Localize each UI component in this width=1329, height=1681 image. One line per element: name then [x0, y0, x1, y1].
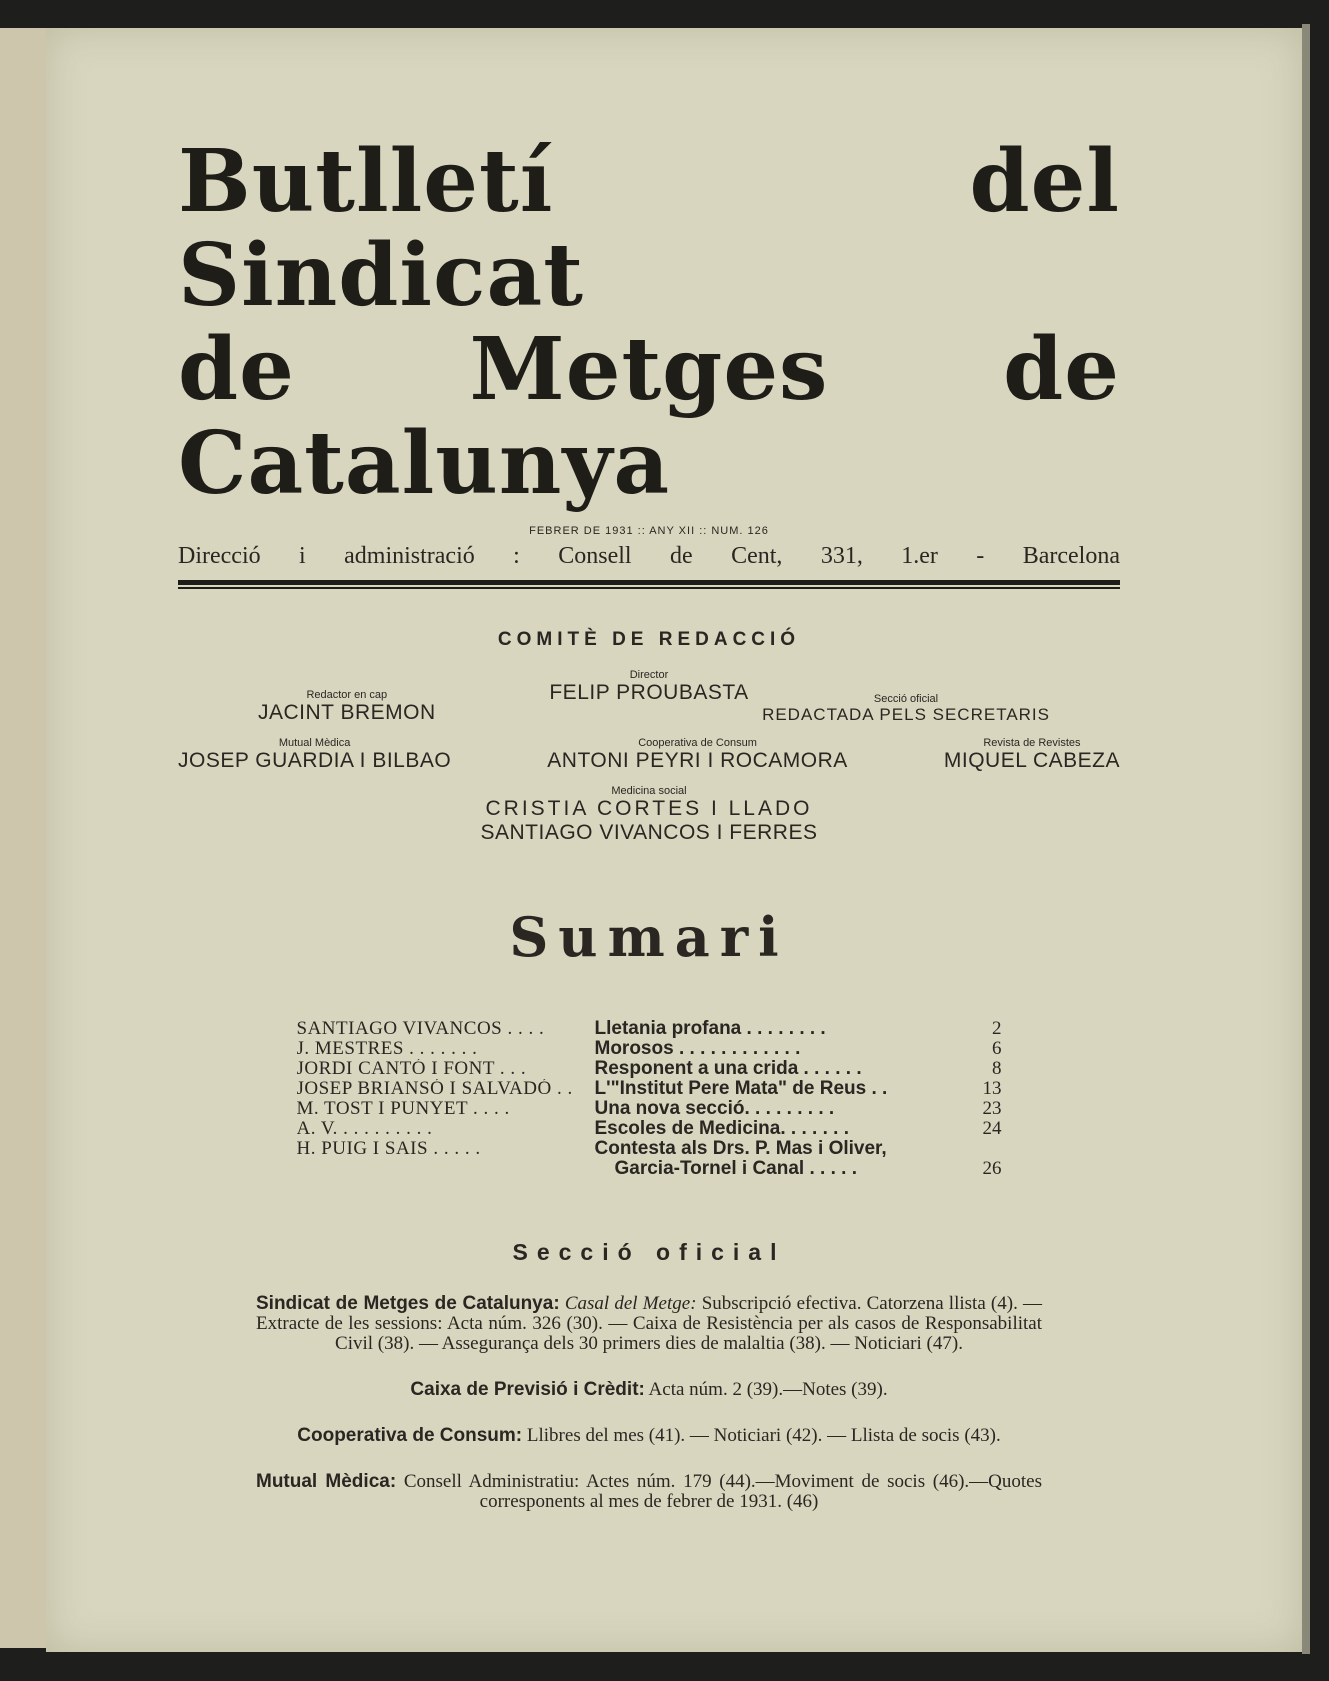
cooperativa-label: Cooperativa de Consum: — [297, 1425, 523, 1446]
toc-author: H. PUIG I SAIS . . . . . — [296, 1139, 481, 1159]
masthead-rule-thin — [178, 587, 1120, 589]
table-of-contents — [297, 1019, 1002, 1179]
masthead-rule — [178, 580, 1120, 585]
toc-row — [297, 1139, 1002, 1159]
coop-role: Cooperativa de Consum — [638, 737, 757, 749]
revista-block — [944, 737, 1120, 773]
page-content — [178, 131, 1120, 1512]
revista-name: MIQUEL CABEZA — [943, 749, 1120, 772]
mutual-text: Consell Administratiu: Actes núm. 179 (44).—Moviment de socis (46).—Quotes corresponents al mes de febrer de 1931. (46) — [403, 1471, 1043, 1512]
medicina-name-1: CRISTIA CORTES I LLADO — [485, 797, 813, 820]
toc-title: Morosos . . . . . . . . . . . . — [594, 1039, 801, 1059]
seccio-block — [762, 693, 1050, 725]
mutual-role: Mutual Mèdica — [278, 737, 351, 749]
toc-page-number: 6 — [992, 1038, 1002, 1059]
sindicat-text: Subscripció efectiva. Catorzena llista (4). —Extracte de les sessions: Acta núm. 326 (30). — Caixa de Resistència per als casos de Responsabilitat Civil (38). — Assegurança dels 30 primers dies de malaltia (38). — Noticiari (47). — [256, 1293, 1042, 1354]
previous-page-edge — [0, 28, 46, 1648]
seccio-paragraph-cooperativa — [256, 1426, 1042, 1446]
seccio-paragraph-mutual — [256, 1472, 1042, 1512]
revista-role: Revista de Revistes — [983, 737, 1081, 749]
director-name: FELIP PROUBASTA — [549, 681, 749, 704]
page-edge — [1302, 24, 1310, 1654]
toc-author: A. V. . . . . . . . . . — [296, 1119, 433, 1139]
committee-heading: COMITÈ DE REDACCIÓ — [497, 629, 801, 650]
toc-row — [297, 1099, 1002, 1119]
seccio-paragraph-sindicat — [256, 1294, 1042, 1354]
coop-block — [547, 737, 848, 773]
toc-title: Responent a una crida . . . . . . — [594, 1059, 862, 1079]
toc-title: Escoles de Medicina. . . . . . . — [594, 1119, 849, 1139]
toc-page-number: 2 — [992, 1018, 1002, 1039]
toc-row — [297, 1159, 1002, 1179]
redactor-name: JACINT BREMON — [258, 701, 436, 724]
sumari-heading: Sumari — [509, 905, 789, 969]
toc-author: JORDI CANTÓ I FONT . . . — [296, 1059, 527, 1079]
toc-row — [297, 1019, 1002, 1039]
mutual-label: Mutual Mèdica: — [256, 1471, 397, 1492]
seccio-oficial-heading: Secció oficial — [512, 1239, 786, 1265]
masthead-title — [178, 131, 1120, 514]
toc-page-number: 8 — [992, 1058, 1002, 1079]
issue-info: FEBRER DE 1931 :: ANY XII :: NUM. 126 — [529, 525, 769, 537]
toc-author: J. MESTRES . . . . . . . — [296, 1039, 478, 1059]
toc-page-number: 26 — [982, 1158, 1002, 1179]
address-line: Direcció i administració : Consell de Cent, 331, 1.er - Barcelona — [178, 543, 1120, 569]
committee-row-2 — [178, 737, 1120, 773]
toc-page-number: 23 — [982, 1098, 1002, 1119]
toc-title: Garcia-Tornel i Canal . . . . . — [614, 1159, 857, 1179]
caixa-label: Caixa de Previsió i Crèdit: — [410, 1379, 645, 1400]
toc-author: SANTIAGO VIVANCOS . . . . — [296, 1019, 545, 1039]
masthead-line-2: de Metges de Catalunya — [178, 319, 1120, 514]
caixa-text: Acta núm. 2 (39).—Notes (39). — [648, 1379, 888, 1400]
mutual-name: JOSEP GUARDIA I BILBAO — [178, 749, 452, 772]
toc-title: Lletania profana . . . . . . . . — [594, 1019, 826, 1039]
sindicat-label: Sindicat de Metges de Catalunya: — [256, 1293, 560, 1314]
casal-label: Casal del Metge: — [564, 1293, 697, 1314]
redactor-role: Redactor en cap — [306, 689, 388, 701]
coop-name: ANTONI PEYRI I ROCAMORA — [547, 749, 848, 772]
seccio-paragraph-caixa — [256, 1380, 1042, 1400]
masthead-line-1: Butlletí del Sindicat — [178, 131, 1120, 326]
toc-row — [297, 1059, 1002, 1079]
medicina-block — [178, 785, 1120, 845]
toc-row — [297, 1039, 1002, 1059]
toc-page-number: 13 — [982, 1078, 1002, 1099]
seccio-role: Secció oficial — [873, 693, 939, 705]
medicina-role: Medicina social — [611, 785, 687, 797]
toc-row — [297, 1119, 1002, 1139]
toc-author — [297, 1159, 595, 1179]
toc-page-number: 24 — [982, 1118, 1002, 1139]
seccio-name: REDACTADA PELS SECRETARIS — [762, 705, 1050, 724]
redactor-block — [258, 689, 436, 725]
toc-author: JOSEP BRIANSÓ I SALVADÓ . . — [296, 1079, 573, 1099]
mutual-block — [178, 737, 451, 773]
toc-row — [297, 1079, 1002, 1099]
cooperativa-text: Llibres del mes (41). — Noticiari (42). — Llista de socis (43). — [526, 1425, 1001, 1446]
medicina-name-2: SANTIAGO VIVANCOS I FERRES — [480, 821, 818, 844]
toc-title: L'"Institut Pere Mata" de Reus . . — [594, 1079, 888, 1099]
toc-title: Contesta als Drs. P. Mas i Oliver, — [594, 1139, 887, 1159]
toc-title: Una nova secció. . . . . . . . . — [594, 1099, 835, 1119]
toc-page-number — [972, 1139, 1002, 1159]
director-role: Director — [629, 669, 669, 681]
toc-author: M. TOST I PUNYET . . . . — [296, 1099, 510, 1119]
